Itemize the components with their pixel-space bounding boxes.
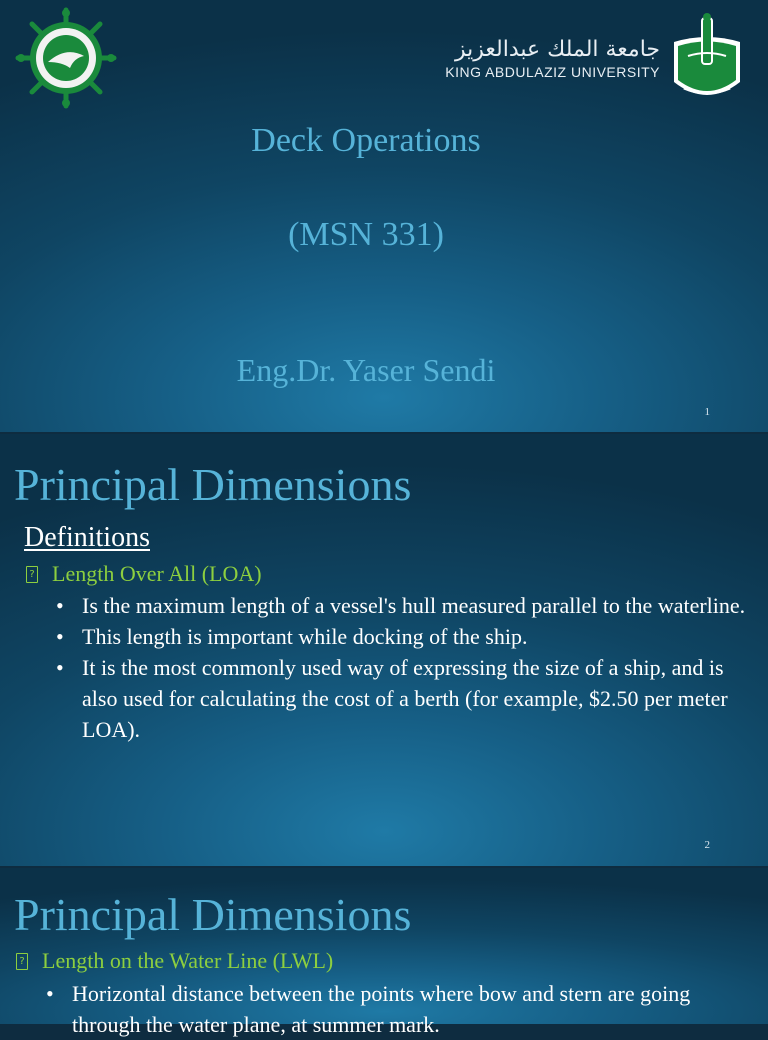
bullet-dot: • bbox=[56, 593, 64, 618]
bullet-list bbox=[56, 590, 746, 745]
bullet-text: Horizontal distance between the points where bow and stern are going through the water plane, at summer mark. bbox=[72, 981, 691, 1037]
maritime-studies-emblem-icon bbox=[14, 6, 118, 110]
missing-glyph-box-icon: ? bbox=[16, 953, 28, 970]
university-name-arabic: جامعة الملك عبدالعزيز bbox=[455, 37, 660, 62]
university-wordmark bbox=[420, 38, 660, 80]
university-name-english: KING ABDULAZIZ UNIVERSITY bbox=[445, 64, 660, 80]
king-abdulaziz-university-emblem-icon bbox=[668, 12, 746, 106]
definition-item-label: Length on the Water Line (LWL) bbox=[42, 948, 334, 973]
slide-2 bbox=[0, 434, 768, 866]
presenter-name: Eng.Dr. Yaser Sendi bbox=[236, 352, 496, 388]
bullet-item bbox=[56, 621, 746, 652]
definition-item bbox=[16, 948, 333, 974]
slide-title: Principal Dimensions bbox=[14, 459, 412, 510]
bullet-dot: • bbox=[56, 624, 64, 649]
definition-item-label: Length Over All (LOA) bbox=[52, 561, 262, 586]
bullet-dot: • bbox=[56, 655, 64, 680]
bullet-text: This length is important while docking of the ship. bbox=[82, 624, 528, 649]
slide-1 bbox=[0, 0, 768, 432]
bullet-item bbox=[56, 652, 746, 745]
slide-number: 2 bbox=[704, 839, 710, 851]
slide-3 bbox=[0, 868, 768, 1037]
section-heading: Definitions bbox=[24, 522, 150, 553]
bullet-item bbox=[46, 978, 746, 1040]
bullet-list bbox=[46, 978, 746, 1040]
bullet-text: Is the maximum length of a vessel's hull measured parallel to the waterline. bbox=[82, 593, 746, 618]
bullet-item bbox=[56, 590, 746, 621]
definition-item bbox=[26, 561, 262, 587]
missing-glyph-box-icon: ? bbox=[26, 566, 38, 583]
course-title: Deck Operations bbox=[251, 122, 481, 159]
course-code: (MSN 331) bbox=[288, 216, 444, 253]
bullet-text: It is the most commonly used way of expressing the size of a ship, and is also used for calculating the cost of a berth (for example, $2.50 per meter LOA). bbox=[82, 655, 728, 742]
slide-number: 1 bbox=[704, 406, 710, 418]
bullet-dot: • bbox=[46, 981, 54, 1006]
slide-title: Principal Dimensions bbox=[14, 889, 412, 940]
